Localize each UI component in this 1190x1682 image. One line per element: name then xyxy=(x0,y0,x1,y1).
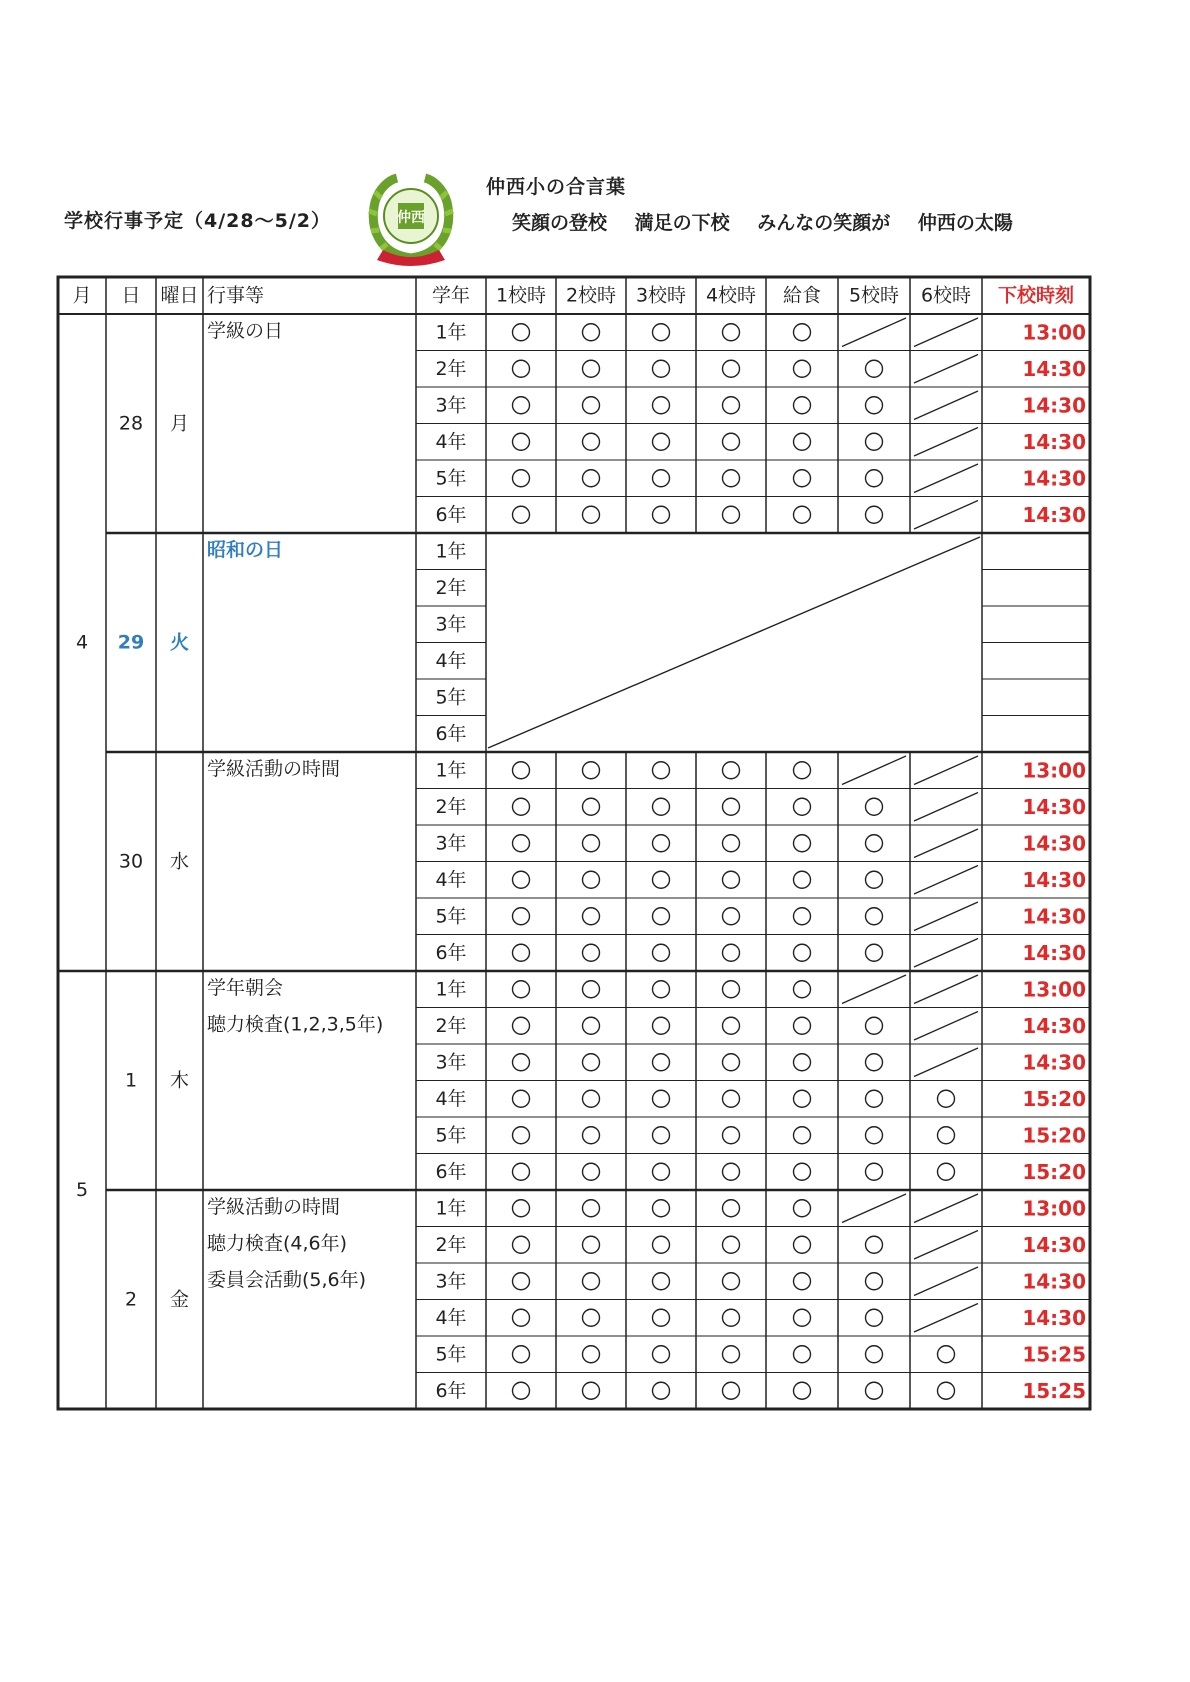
grade-label: 2年 xyxy=(435,795,467,818)
circle-mark xyxy=(723,762,740,779)
grade-label: 6年 xyxy=(435,941,467,964)
circle-mark xyxy=(513,470,530,487)
circle-mark xyxy=(938,1382,955,1399)
circle-mark xyxy=(583,324,600,341)
circle-mark xyxy=(583,798,600,815)
circle-mark xyxy=(513,1163,530,1180)
circle-mark xyxy=(583,835,600,852)
grade-label: 4年 xyxy=(435,649,467,672)
circle-mark xyxy=(794,1054,811,1071)
circle-mark xyxy=(723,360,740,377)
circle-mark xyxy=(653,1236,670,1253)
circle-mark xyxy=(653,360,670,377)
day-number: 1 xyxy=(124,1069,138,1092)
circle-mark xyxy=(794,908,811,925)
circle-mark xyxy=(513,397,530,414)
circle-mark xyxy=(653,1382,670,1399)
day-number: 30 xyxy=(118,850,144,873)
circle-mark xyxy=(513,360,530,377)
circle-mark xyxy=(866,1127,883,1144)
circle-mark xyxy=(794,1382,811,1399)
circle-mark xyxy=(583,1200,600,1217)
circle-mark xyxy=(583,1163,600,1180)
circle-mark xyxy=(513,1200,530,1217)
grade-label: 5年 xyxy=(435,467,467,490)
circle-mark xyxy=(866,1090,883,1107)
circle-mark xyxy=(653,1090,670,1107)
circle-mark xyxy=(723,506,740,523)
circle-mark xyxy=(723,908,740,925)
circle-mark xyxy=(513,1382,530,1399)
grade-label: 5年 xyxy=(435,1124,467,1147)
motto-title: 仲西小の合言葉 xyxy=(486,176,627,198)
dismissal-time: 14:30 xyxy=(1022,1232,1086,1257)
no-class-slash xyxy=(914,1012,978,1041)
grade-label: 5年 xyxy=(435,905,467,928)
circle-mark xyxy=(866,1054,883,1071)
circle-mark xyxy=(794,981,811,998)
circle-mark xyxy=(513,1236,530,1253)
header-dismissal: 下校時刻 xyxy=(997,284,1075,307)
day-weekday: 月 xyxy=(169,412,190,435)
circle-mark xyxy=(653,908,670,925)
grade-label: 3年 xyxy=(435,1270,467,1293)
dismissal-time: 14:30 xyxy=(1022,867,1086,892)
circle-mark xyxy=(723,798,740,815)
grade-label: 5年 xyxy=(435,1343,467,1366)
circle-mark xyxy=(583,1273,600,1290)
circle-mark xyxy=(723,835,740,852)
no-class-slash xyxy=(914,756,978,785)
dismissal-time: 13:00 xyxy=(1022,1196,1086,1221)
circle-mark xyxy=(653,470,670,487)
dismissal-time: 15:20 xyxy=(1022,1086,1086,1111)
grade-label: 2年 xyxy=(435,357,467,380)
grade-label: 2年 xyxy=(435,1014,467,1037)
no-class-slash xyxy=(914,318,978,347)
circle-mark xyxy=(513,835,530,852)
circle-mark xyxy=(794,397,811,414)
circle-mark xyxy=(794,1236,811,1253)
circle-mark xyxy=(653,1200,670,1217)
circle-mark xyxy=(653,871,670,888)
circle-mark xyxy=(794,360,811,377)
circle-mark xyxy=(653,1346,670,1363)
grade-label: 2年 xyxy=(435,576,467,599)
event-text: 聴力検査(1,2,3,5年) xyxy=(207,1013,384,1036)
grade-label: 6年 xyxy=(435,1379,467,1402)
holiday-diagonal xyxy=(488,537,980,748)
circle-mark xyxy=(794,506,811,523)
dismissal-time: 14:30 xyxy=(1022,1305,1086,1330)
no-class-slash xyxy=(914,464,978,493)
no-class-slash xyxy=(842,318,906,347)
circle-mark xyxy=(653,762,670,779)
grade-label: 1年 xyxy=(435,1197,467,1220)
circle-mark xyxy=(583,944,600,961)
circle-mark xyxy=(513,1054,530,1071)
circle-mark xyxy=(866,798,883,815)
circle-mark xyxy=(513,798,530,815)
circle-mark xyxy=(866,1382,883,1399)
no-class-slash xyxy=(914,866,978,895)
circle-mark xyxy=(723,1127,740,1144)
header-period: 1校時 xyxy=(495,284,547,307)
circle-mark xyxy=(794,1163,811,1180)
circle-mark xyxy=(513,1309,530,1326)
circle-mark xyxy=(794,1200,811,1217)
circle-mark xyxy=(653,1054,670,1071)
header-period: 5校時 xyxy=(848,284,900,307)
circle-mark xyxy=(583,908,600,925)
circle-mark xyxy=(513,944,530,961)
circle-mark xyxy=(583,397,600,414)
header-day: 日 xyxy=(121,284,141,307)
circle-mark xyxy=(938,1346,955,1363)
circle-mark xyxy=(723,1346,740,1363)
grade-label: 4年 xyxy=(435,1306,467,1329)
dismissal-time: 14:30 xyxy=(1022,356,1086,381)
circle-mark xyxy=(513,1017,530,1034)
dismissal-time: 13:00 xyxy=(1022,977,1086,1002)
dismissal-time: 14:30 xyxy=(1022,1050,1086,1075)
day-weekday: 水 xyxy=(169,850,190,873)
no-class-slash xyxy=(914,829,978,858)
circle-mark xyxy=(723,944,740,961)
circle-mark xyxy=(866,397,883,414)
dismissal-time: 14:30 xyxy=(1022,940,1086,965)
no-class-slash xyxy=(914,355,978,384)
header-period: 2校時 xyxy=(565,284,617,307)
header-period: 給食 xyxy=(782,284,822,307)
circle-mark xyxy=(794,798,811,815)
circle-mark xyxy=(583,1309,600,1326)
no-class-slash xyxy=(914,975,978,1004)
day-number: 29 xyxy=(117,631,145,654)
circle-mark xyxy=(723,981,740,998)
circle-mark xyxy=(513,908,530,925)
header-month: 月 xyxy=(72,284,92,307)
circle-mark xyxy=(794,944,811,961)
circle-mark xyxy=(866,1346,883,1363)
circle-mark xyxy=(938,1163,955,1180)
dismissal-time: 15:20 xyxy=(1022,1123,1086,1148)
circle-mark xyxy=(794,1273,811,1290)
no-class-slash xyxy=(842,756,906,785)
circle-mark xyxy=(653,1127,670,1144)
circle-mark xyxy=(866,1309,883,1326)
circle-mark xyxy=(723,1017,740,1034)
circle-mark xyxy=(938,1127,955,1144)
circle-mark xyxy=(794,1346,811,1363)
no-class-slash xyxy=(914,501,978,530)
circle-mark xyxy=(723,1163,740,1180)
circle-mark xyxy=(513,762,530,779)
grade-label: 5年 xyxy=(435,686,467,709)
circle-mark xyxy=(653,835,670,852)
grade-label: 4年 xyxy=(435,1087,467,1110)
circle-mark xyxy=(794,1127,811,1144)
circle-mark xyxy=(794,1017,811,1034)
no-class-slash xyxy=(914,1304,978,1333)
dismissal-time: 14:30 xyxy=(1022,393,1086,418)
circle-mark xyxy=(794,324,811,341)
event-text: 学級活動の時間 xyxy=(207,1196,341,1218)
header-event: 行事等 xyxy=(207,284,265,307)
header-period: 3校時 xyxy=(635,284,687,307)
motto-phrase: 仲西の太陽 xyxy=(917,212,1013,234)
grade-label: 1年 xyxy=(435,759,467,782)
dismissal-time: 13:00 xyxy=(1022,320,1086,345)
header-weekday: 曜日 xyxy=(160,284,199,307)
circle-mark xyxy=(513,1346,530,1363)
circle-mark xyxy=(583,506,600,523)
grade-label: 6年 xyxy=(435,1160,467,1183)
circle-mark xyxy=(866,1236,883,1253)
circle-mark xyxy=(866,506,883,523)
circle-mark xyxy=(653,1163,670,1180)
circle-mark xyxy=(653,1273,670,1290)
dismissal-time: 15:20 xyxy=(1022,1159,1086,1184)
circle-mark xyxy=(723,871,740,888)
circle-mark xyxy=(723,1382,740,1399)
circle-mark xyxy=(583,1017,600,1034)
dismissal-time: 13:00 xyxy=(1022,758,1086,783)
grade-label: 3年 xyxy=(435,613,467,636)
circle-mark xyxy=(583,360,600,377)
circle-mark xyxy=(723,1309,740,1326)
day-weekday: 金 xyxy=(169,1288,190,1311)
circle-mark xyxy=(513,1090,530,1107)
circle-mark xyxy=(583,981,600,998)
circle-mark xyxy=(653,1017,670,1034)
motto-phrase: みんなの笑顔が xyxy=(757,212,891,234)
circle-mark xyxy=(653,506,670,523)
no-class-slash xyxy=(914,902,978,931)
circle-mark xyxy=(866,470,883,487)
circle-mark xyxy=(794,1090,811,1107)
grade-label: 6年 xyxy=(435,503,467,526)
circle-mark xyxy=(653,324,670,341)
no-class-slash xyxy=(914,391,978,420)
circle-mark xyxy=(653,1309,670,1326)
motto-phrase: 笑顔の登校 xyxy=(512,212,608,234)
grade-label: 2年 xyxy=(435,1233,467,1256)
motto-phrase: 満足の下校 xyxy=(634,212,730,234)
circle-mark xyxy=(583,762,600,779)
circle-mark xyxy=(866,1273,883,1290)
circle-mark xyxy=(866,360,883,377)
circle-mark xyxy=(723,397,740,414)
circle-mark xyxy=(653,433,670,450)
circle-mark xyxy=(723,1236,740,1253)
dismissal-time: 14:30 xyxy=(1022,794,1086,819)
event-text: 学級活動の時間 xyxy=(207,758,341,780)
circle-mark xyxy=(866,433,883,450)
grade-label: 3年 xyxy=(435,832,467,855)
dismissal-time: 14:30 xyxy=(1022,1013,1086,1038)
grade-label: 1年 xyxy=(435,321,467,344)
circle-mark xyxy=(723,1200,740,1217)
circle-mark xyxy=(513,1127,530,1144)
dismissal-time: 14:30 xyxy=(1022,429,1086,454)
no-class-slash xyxy=(914,1048,978,1077)
circle-mark xyxy=(583,1054,600,1071)
circle-mark xyxy=(653,944,670,961)
grade-label: 6年 xyxy=(435,722,467,745)
circle-mark xyxy=(583,433,600,450)
circle-mark xyxy=(723,1054,740,1071)
circle-mark xyxy=(653,981,670,998)
event-text: 昭和の日 xyxy=(207,539,284,561)
circle-mark xyxy=(866,944,883,961)
grade-label: 3年 xyxy=(435,1051,467,1074)
circle-mark xyxy=(794,871,811,888)
no-class-slash xyxy=(842,975,906,1004)
grade-label: 1年 xyxy=(435,978,467,1001)
dismissal-time: 14:30 xyxy=(1022,831,1086,856)
event-text: 学年朝会 xyxy=(207,977,284,999)
dismissal-time: 15:25 xyxy=(1022,1378,1086,1403)
circle-mark xyxy=(938,1090,955,1107)
dismissal-time: 14:30 xyxy=(1022,466,1086,491)
circle-mark xyxy=(653,798,670,815)
circle-mark xyxy=(794,433,811,450)
circle-mark xyxy=(653,397,670,414)
header-grade: 学年 xyxy=(431,284,471,307)
dismissal-time: 14:30 xyxy=(1022,904,1086,929)
circle-mark xyxy=(583,1127,600,1144)
circle-mark xyxy=(866,1017,883,1034)
circle-mark xyxy=(583,1236,600,1253)
circle-mark xyxy=(583,1346,600,1363)
grade-label: 4年 xyxy=(435,430,467,453)
header-period: 4校時 xyxy=(705,284,757,307)
circle-mark xyxy=(513,871,530,888)
day-number: 28 xyxy=(118,412,144,435)
emblem-text: 仲西 xyxy=(397,210,425,226)
no-class-slash xyxy=(914,1267,978,1296)
circle-mark xyxy=(723,324,740,341)
dismissal-time: 14:30 xyxy=(1022,502,1086,527)
no-class-slash xyxy=(914,428,978,457)
circle-mark xyxy=(513,1273,530,1290)
circle-mark xyxy=(866,1163,883,1180)
month-label: 5 xyxy=(75,1179,89,1201)
dismissal-time: 14:30 xyxy=(1022,1269,1086,1294)
no-class-slash xyxy=(842,1194,906,1223)
circle-mark xyxy=(723,1273,740,1290)
no-class-slash xyxy=(914,793,978,822)
event-text: 聴力検査(4,6年) xyxy=(207,1232,348,1255)
circle-mark xyxy=(794,835,811,852)
circle-mark xyxy=(866,835,883,852)
grade-label: 1年 xyxy=(435,540,467,563)
circle-mark xyxy=(723,1090,740,1107)
event-text: 委員会活動(5,6年) xyxy=(207,1269,367,1291)
circle-mark xyxy=(513,981,530,998)
day-number: 2 xyxy=(124,1288,138,1311)
circle-mark xyxy=(583,470,600,487)
circle-mark xyxy=(794,470,811,487)
circle-mark xyxy=(723,470,740,487)
circle-mark xyxy=(866,908,883,925)
no-class-slash xyxy=(914,1194,978,1223)
circle-mark xyxy=(513,506,530,523)
circle-mark xyxy=(583,871,600,888)
circle-mark xyxy=(513,433,530,450)
circle-mark xyxy=(794,1309,811,1326)
grade-label: 4年 xyxy=(435,868,467,891)
circle-mark xyxy=(583,1090,600,1107)
no-class-slash xyxy=(914,1231,978,1260)
document-title: 学校行事予定（4/28～5/2） xyxy=(64,210,331,232)
event-text: 学級の日 xyxy=(207,320,284,342)
no-class-slash xyxy=(914,939,978,968)
circle-mark xyxy=(583,1382,600,1399)
month-label: 4 xyxy=(75,631,89,654)
circle-mark xyxy=(723,433,740,450)
circle-mark xyxy=(866,871,883,888)
day-weekday: 木 xyxy=(169,1069,190,1092)
circle-mark xyxy=(513,324,530,341)
header-period: 6校時 xyxy=(920,284,972,307)
dismissal-time: 15:25 xyxy=(1022,1342,1086,1367)
day-weekday: 火 xyxy=(169,631,190,654)
grade-label: 3年 xyxy=(435,394,467,417)
circle-mark xyxy=(794,762,811,779)
